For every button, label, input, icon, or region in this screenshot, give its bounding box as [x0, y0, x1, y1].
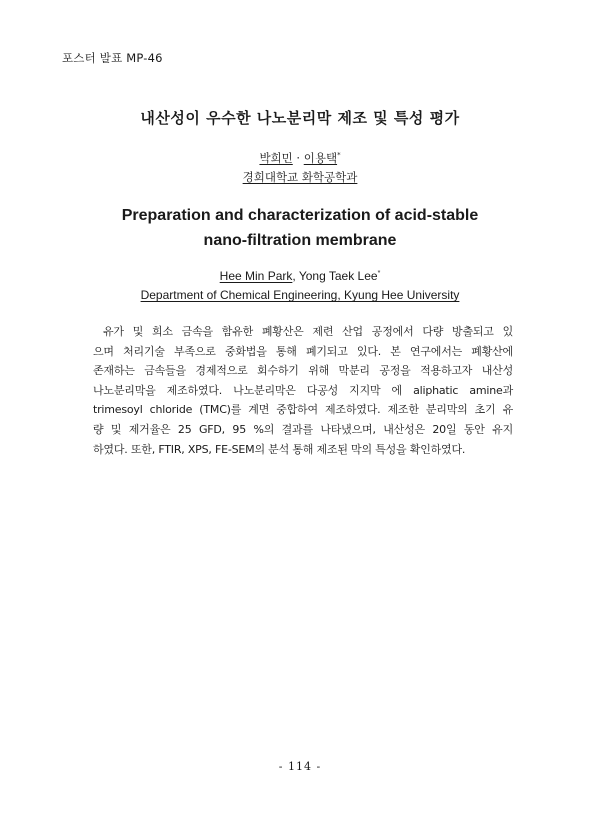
- english-affiliation-text: Department of Chemical Engineering, Kyung Hee University: [140, 288, 460, 302]
- abstract-line: 나노분리막을 제조하였다. 나노분리막은 다공성 지지막 에 aliphatic amine과: [93, 383, 513, 397]
- english-title-line-1: Preparation and characterization of acid-stable: [121, 207, 479, 224]
- abstract-line: 량 및 제거율은 25 GFD, 95 %의 결과를 나타냈으며, 내산성은 20일 동안 유지: [93, 422, 513, 436]
- abstract: [93, 322, 513, 459]
- english-author-first: Hee Min Park: [219, 269, 293, 283]
- korean-affiliation-text: 경희대학교 화학공학과: [242, 170, 358, 184]
- page-number: - 114 -: [278, 760, 322, 773]
- english-author-second: Yong Taek Lee: [298, 269, 378, 283]
- korean-authors: [0, 150, 600, 166]
- abstract-line: 유가 및 희소 금속을 함유한 폐황산은 제련 산업 공정에서 다량 방출되고 있: [103, 325, 513, 338]
- abstract-line: 존재하는 금속들을 경제적으로 회수하기 위해 막분리 공정을 적용하고자 내산성: [93, 364, 513, 378]
- session-code: 포스터 발표 MP-46: [62, 51, 163, 65]
- english-authors: [0, 269, 600, 283]
- abstract-line: 으며 처리기술 부족으로 중화법을 통해 폐기되고 있다. 본 연구에서는 폐황산에: [93, 344, 513, 358]
- abstract-line: 하였다. 또한, FTIR, XPS, FE-SEM의 분석 통해 제조된 막의 특성을 확인하였다.: [93, 442, 466, 456]
- korean-author-second: 이용택: [303, 151, 338, 165]
- english-author-separator: ,: [292, 269, 299, 283]
- english-title: [0, 203, 600, 253]
- corresponding-author-mark: *: [337, 151, 341, 160]
- english-corresponding-author-mark: *: [377, 270, 381, 277]
- korean-author-first: 박희민: [259, 151, 293, 165]
- english-title-line-2: nano-filtration membrane: [203, 232, 397, 249]
- korean-author-separator: ·: [296, 151, 301, 165]
- korean-affiliation: [0, 169, 600, 185]
- english-affiliation: [0, 288, 600, 302]
- korean-title: 내산성이 우수한 나노분리막 제조 및 특성 평가: [140, 109, 460, 127]
- abstract-line: trimesoyl chloride (TMC)를 계면 중합하여 제조하였다. 제조한 분리막의 초기 유: [93, 403, 513, 417]
